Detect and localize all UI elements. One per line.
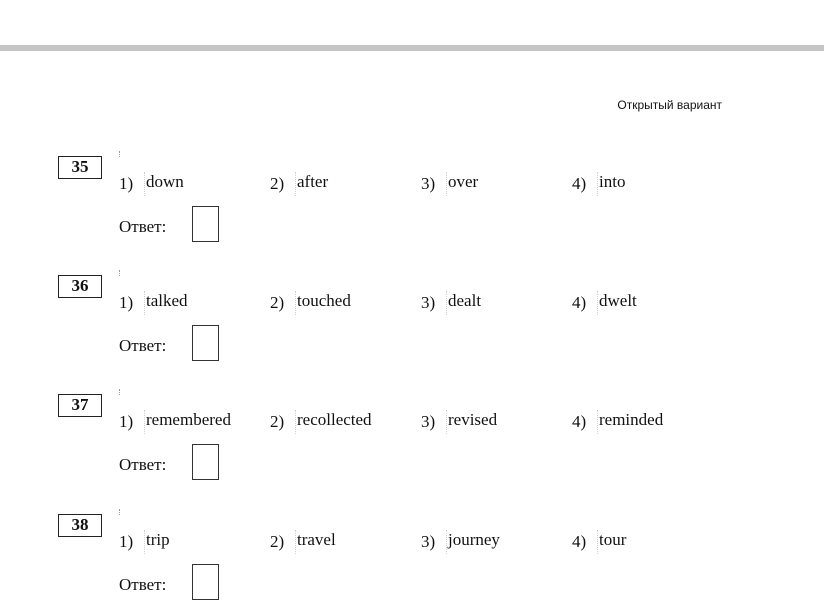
option-text: reminded (599, 410, 664, 429)
option-number: 4) (572, 293, 587, 312)
option-number: 2) (270, 412, 285, 431)
option-number: 2) (270, 532, 285, 551)
option-text: talked (146, 291, 188, 310)
option-1[interactable] (119, 172, 184, 192)
answer-label: Ответ: (119, 336, 167, 355)
option-text: touched (297, 291, 351, 310)
option-number: 3) (421, 293, 436, 312)
option-number: 4) (572, 174, 587, 193)
answer-box[interactable] (192, 564, 219, 600)
answer-label: Ответ: (119, 217, 167, 236)
option-number: 3) (421, 412, 436, 431)
answer-box[interactable] (192, 325, 219, 361)
option-2[interactable] (270, 172, 328, 192)
option-text: journey (448, 530, 500, 549)
option-number: 1) (119, 412, 134, 431)
option-text: revised (448, 410, 498, 429)
answer-box[interactable] (192, 444, 219, 480)
top-divider (0, 45, 824, 51)
margin-tick (119, 270, 121, 276)
answer-box[interactable] (192, 206, 219, 242)
option-4[interactable] (572, 410, 663, 430)
option-text: over (448, 172, 479, 191)
question-38 (0, 514, 824, 614)
option-number: 1) (119, 174, 134, 193)
option-4[interactable] (572, 172, 625, 192)
option-text: trip (146, 530, 170, 549)
question-number: 37 (58, 394, 102, 417)
option-number: 4) (572, 412, 587, 431)
option-4[interactable] (572, 530, 626, 550)
option-1[interactable] (119, 291, 188, 311)
margin-tick (119, 151, 121, 157)
question-number: 38 (58, 514, 102, 537)
variant-label: Открытый вариант (617, 98, 722, 112)
option-text: into (599, 172, 626, 191)
option-text: remembered (146, 410, 231, 429)
option-3[interactable] (421, 291, 481, 311)
question-number: 35 (58, 156, 102, 179)
option-1[interactable] (119, 410, 231, 430)
option-number: 4) (572, 532, 587, 551)
option-4[interactable] (572, 291, 637, 311)
option-1[interactable] (119, 530, 170, 550)
question-37 (0, 394, 824, 494)
option-text: travel (297, 530, 336, 549)
option-number: 3) (421, 532, 436, 551)
question-number: 36 (58, 275, 102, 298)
option-3[interactable] (421, 530, 500, 550)
answer-label: Ответ: (119, 455, 167, 474)
option-2[interactable] (270, 291, 351, 311)
option-number: 2) (270, 293, 285, 312)
margin-tick (119, 509, 121, 515)
question-35 (0, 156, 824, 256)
option-text: down (146, 172, 184, 191)
question-36 (0, 275, 824, 375)
option-text: after (297, 172, 329, 191)
option-text: dwelt (599, 291, 637, 310)
option-number: 3) (421, 174, 436, 193)
margin-tick (119, 389, 121, 395)
option-3[interactable] (421, 172, 478, 192)
option-2[interactable] (270, 530, 336, 550)
option-number: 1) (119, 532, 134, 551)
option-3[interactable] (421, 410, 497, 430)
answer-label: Ответ: (119, 575, 167, 594)
option-number: 2) (270, 174, 285, 193)
option-text: tour (599, 530, 627, 549)
option-text: dealt (448, 291, 482, 310)
option-number: 1) (119, 293, 134, 312)
option-2[interactable] (270, 410, 372, 430)
option-text: recollected (297, 410, 372, 429)
